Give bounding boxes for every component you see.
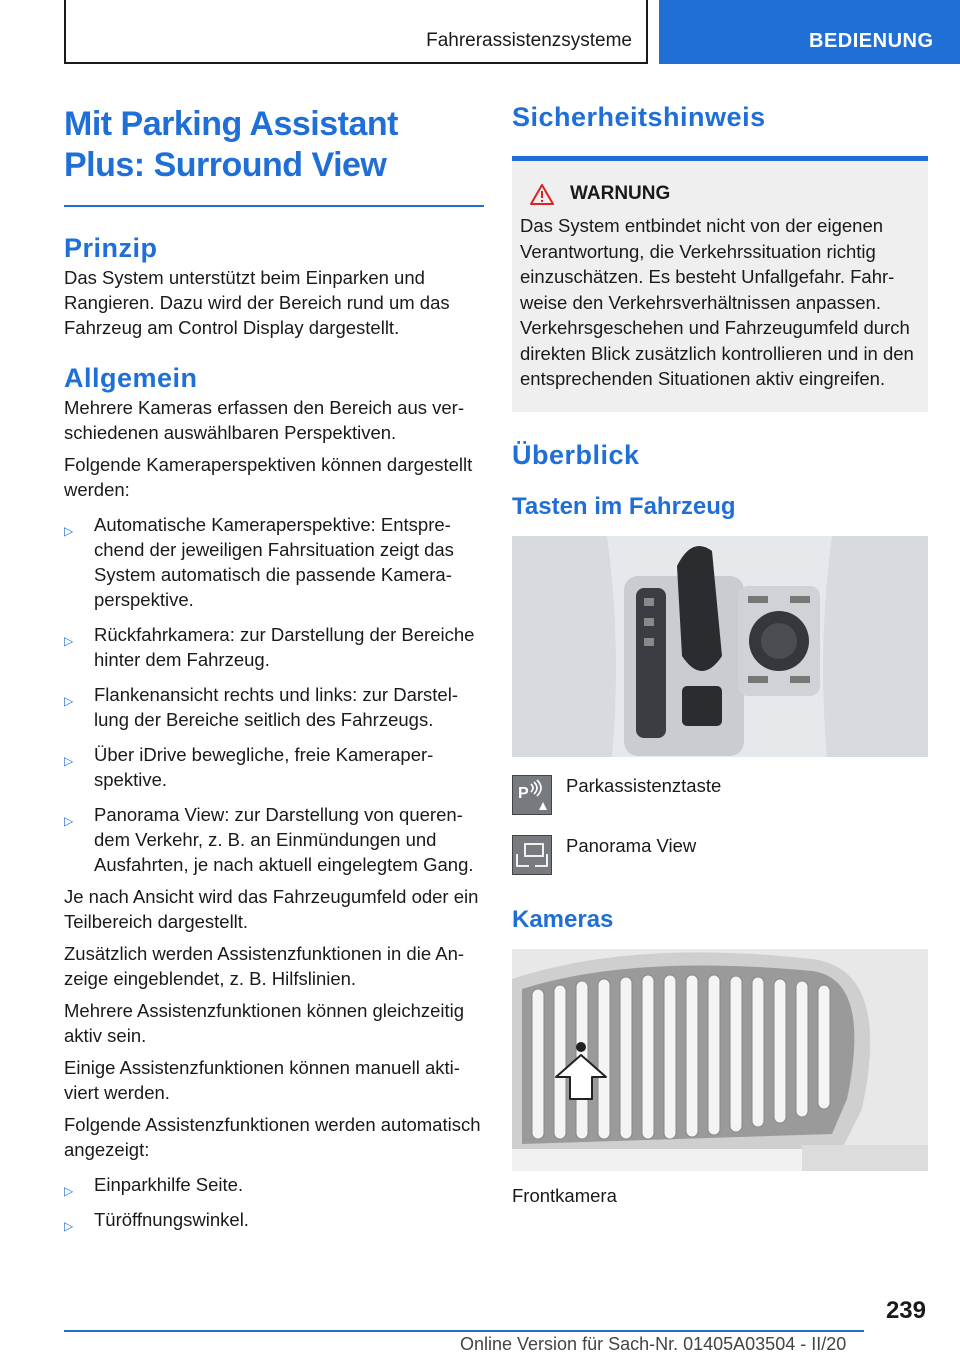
allgemein-heading: Allgemein (64, 363, 198, 393)
left-column (64, 104, 484, 1232)
park-assist-button-row (512, 775, 928, 815)
paragraph: Je nach Ansicht wird das Fahrzeugumfeld oder ein Teilbereich dargestellt. (64, 886, 479, 932)
bullet-triangle-icon: ▷ (64, 1219, 74, 1233)
auto-assist-functions-list (64, 1172, 484, 1232)
list-item: ▷ Flankenansicht rechts und links: zur Darstellung der Bereiche seitlich des Fahrzeugs. (64, 684, 458, 730)
paragraph: Einige Assistenzfunktionen können manuell aktiviert werden. (64, 1057, 460, 1103)
list-item: ▷ Türöffnungswinkel. (64, 1207, 484, 1232)
warning-header (520, 183, 920, 205)
list-item: ▷ Automatische Kameraperspektive: Entsprechend der jeweiligen Fahrsituation zeigt das System automatisch die passende Kameraperspektive. (64, 514, 454, 610)
bullet-triangle-icon: ▷ (64, 524, 74, 538)
park-assist-label: Parkassistenztaste (566, 774, 722, 796)
online-version-note: Online Version für Sach-Nr. 01405A03504 - II/20 (460, 1334, 847, 1354)
bullet-triangle-icon: ▷ (64, 814, 74, 828)
bullet-triangle-icon: ▷ (64, 754, 74, 768)
safety-heading: Sicherheitshinweis (512, 102, 766, 132)
kidney-grille-illustration (512, 949, 928, 1171)
allgemein-text-2: Folgende Kameraperspektiven können dargestellt werden: (64, 454, 473, 500)
list-item: ▷ Einparkhilfe Seite. (64, 1172, 484, 1197)
bullet-triangle-icon: ▷ (64, 1184, 74, 1198)
bullet-triangle-icon: ▷ (64, 694, 74, 708)
page-title: Mit Parking Assistant Plus: Surround View (64, 105, 398, 184)
warning-label: WARNUNG (570, 183, 671, 204)
panorama-button-row (512, 835, 928, 875)
overview-heading: Überblick (512, 439, 640, 470)
footer-divider (64, 1330, 864, 1332)
center-console-photo (512, 536, 928, 757)
camera-perspectives-list (64, 512, 484, 877)
list-item: ▷ Panorama View: zur Darstellung von querendem Verkehr, z. B. an Einmündungen und Ausfahrten, je nach aktuell eingelegtem Gang. (64, 804, 474, 875)
bullet-triangle-icon: ▷ (64, 634, 74, 648)
warning-triangle-icon (530, 184, 554, 205)
prinzip-heading: Prinzip (64, 233, 158, 263)
park-assist-icon (512, 775, 552, 815)
header-chapter-tab: BEDIENUNG (659, 0, 960, 64)
panorama-view-icon (512, 835, 552, 875)
allgemein-text-1: Mehrere Kameras erfassen den Bereich aus verschiedenen auswählbaren Perspektiven. (64, 397, 465, 443)
paragraph: Zusätzlich werden Assistenzfunktionen in die Anzeige eingeblendet, z. B. Hilfslinien. (64, 943, 465, 989)
header-section-title: Fahrerassistenzsysteme (426, 30, 632, 51)
paragraph: Folgende Assistenzfunktionen werden automatisch angezeigt: (64, 1114, 481, 1160)
page-number: 239 (885, 1297, 926, 1324)
right-column (512, 100, 928, 1208)
center-console-illustration (512, 536, 928, 757)
buttons-heading: Tasten im Fahrzeug (512, 492, 736, 520)
panorama-label: Panorama View (566, 834, 697, 856)
front-camera-caption: Frontkamera (512, 1184, 617, 1206)
warning-text: Das System entbindet nicht von der eigenen Verantwortung, die Verkehrssituation richtig einzuschätzen. Es besteht Unfallgefahr. Fahrweise den Verkehrsverhältnissen anpassen. Verkehrsgeschehen und Fahrzeugumfeld durch direkten Blick zusätzlich kontrollieren und in den entsprechenden Situationen aktiv eingreifen. (520, 215, 914, 389)
title-divider (64, 205, 484, 207)
prinzip-text: Das System unterstützt beim Einparken und Rangieren. Dazu wird der Bereich rund um das Fahrzeug am Control Display dargestellt. (64, 267, 450, 338)
list-item: ▷ Rückfahrkamera: zur Darstellung der Bereiche hinter dem Fahrzeug. (64, 624, 475, 670)
front-camera-photo (512, 949, 928, 1171)
warning-box (512, 156, 928, 412)
paragraph: Mehrere Assistenzfunktionen können gleichzeitig aktiv sein. (64, 1000, 465, 1046)
svg-text:P: P (518, 784, 529, 802)
header-section-box (64, 0, 648, 64)
cameras-heading: Kameras (512, 905, 614, 933)
list-item: ▷ Über iDrive bewegliche, freie Kameraperspektive. (64, 744, 434, 790)
